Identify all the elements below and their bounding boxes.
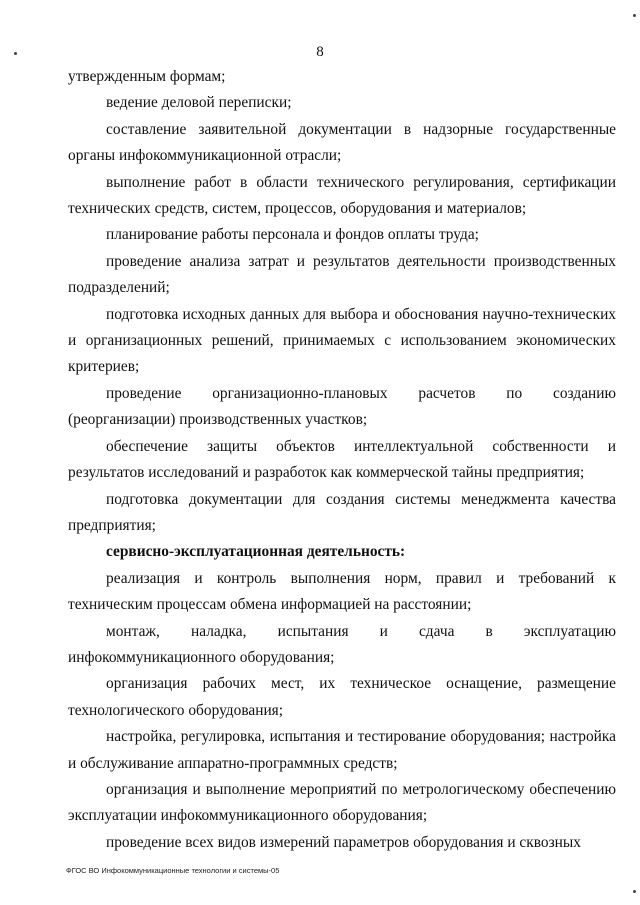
paragraph: утвержденным формам; [68,68,226,85]
paragraph: подготовка документации для создания системы менеджмента качества предприятия; [68,490,616,534]
paragraph: организация рабочих мест, их техническое оснащение, размещение технологического оборудования; [68,675,616,719]
page-number: 8 [316,44,324,60]
paragraph: составление заявительной документации в надзорные государственные органы инфокоммуникационной отрасли; [68,120,616,165]
paragraph: организация и выполнение мероприятий по метрологическому обеспечению эксплуатации инфокоммуникационного оборудования; [68,780,616,825]
paragraph: обеспечение защиты объектов интеллектуальной собственности и результатов исследований и разработок как коммерческой тайны предприятия; [68,437,616,482]
paragraph: выполнение работ в области технического регулирования, сертификации технических средств, систем, процессов, оборудования и материалов; [68,173,616,218]
paragraph: проведение организационно-плановых расчетов по созданию (реорганизации) производственных участков; [68,384,616,429]
section-heading: сервисно-эксплуатационная деятельность: [106,543,406,561]
paragraph: планирование работы персонала и фондов оплаты труда; [106,226,479,244]
document-footer: ФГОС ВО Инфокоммуникационные технологии и системы-05 [66,866,280,875]
document-body [68,64,616,856]
scan-speck [633,890,636,893]
paragraph: ведение деловой переписки; [106,94,292,112]
paragraph: проведение всех видов измерений параметров оборудования и сквозных [106,833,581,851]
paragraph: подготовка исходных данных для выбора и обоснования научно-технических и организационных решений, принимаемых с использованием экономических критериев; [68,305,616,376]
scan-speck [14,52,17,55]
paragraph: реализация и контроль выполнения норм, правил и требований к техническим процессам обмена информацией на расстоянии; [68,569,616,614]
paragraph: настройка, регулировка, испытания и тестирование оборудования; настройка и обслуживание аппаратно-программных средств; [68,728,616,772]
scan-speck [633,14,636,17]
paragraph: монтаж, наладка, испытания и сдача в эксплуатацию инфокоммуникационного оборудования; [68,622,616,666]
paragraph: проведение анализа затрат и результатов деятельности производственных подразделений; [68,252,616,297]
